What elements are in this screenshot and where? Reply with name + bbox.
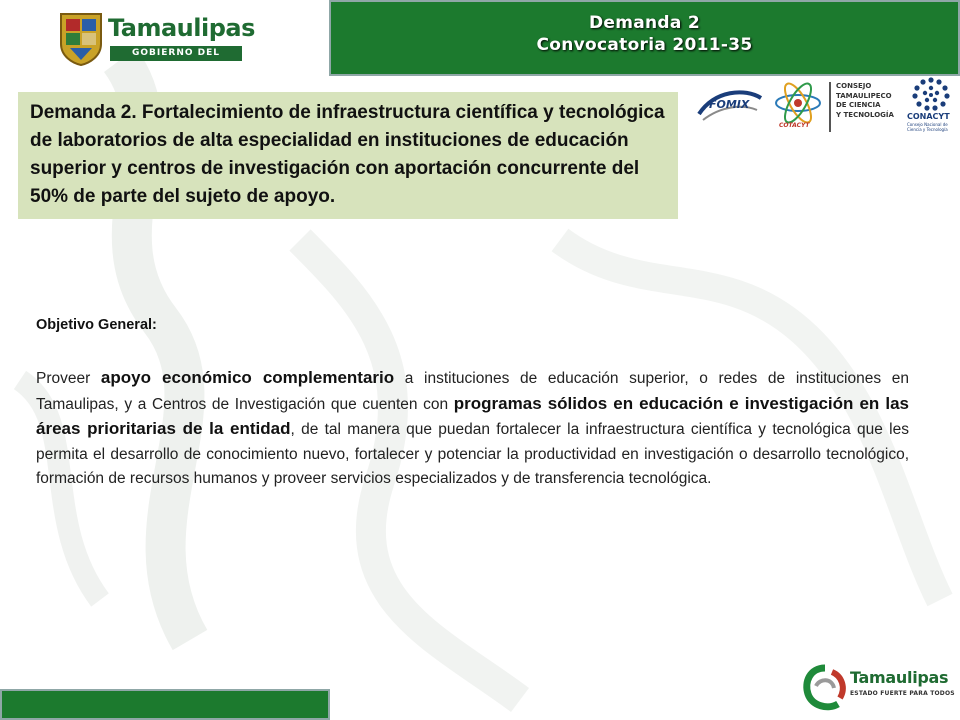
consejo-line: DE CIENCIA — [836, 101, 881, 110]
objective-highlight: apoyo económico complementario — [100, 368, 395, 387]
tamaulipas-swirl-icon — [802, 664, 848, 712]
objective-text: a instituciones de educación superior, o redes de instituciones en Tamaulipas, y a Centros de Investigación que cuenten con — [36, 370, 909, 413]
sponsor-logos — [695, 76, 957, 134]
objective-text: , de tal manera que puedan fortalecer la infraestructura científica y tecnológica que les permita el desarrollo de conocimiento nuevo, fortalecer y potenciar la productividad en investigación o desarrollo tecnológico, formación de recursos humanos y proveer servicios especializados y de transferencia tecnológica. — [36, 421, 909, 487]
header-line-2: Convocatoria 2011-35 — [536, 35, 753, 55]
consejo-line: CONSEJO — [836, 82, 872, 90]
coat-of-arms-icon — [58, 12, 104, 66]
logo-name: Tamaulipas — [108, 14, 255, 42]
demand-title: Demanda 2. Fortalecimiento de infraestructura científica y tecnológica de laboratorios de alta especialidad en instituciones de educación superior y centros de investigación con aportación concurrente del 50% de parte del sujeto de apoyo. — [18, 92, 678, 219]
footer-tamaulipas-logo — [802, 664, 955, 714]
cotacyt-logo — [771, 82, 825, 132]
objective-text: Proveer — [36, 370, 101, 387]
objective-heading: Objetivo General: — [36, 317, 157, 333]
logo-subtitle: GOBIERNO DEL ESTADO — [110, 46, 242, 61]
conacyt-label: CONACYT — [907, 112, 950, 121]
header-banner — [329, 0, 960, 76]
fomix-logo — [695, 84, 765, 128]
cotacyt-atom-icon — [771, 82, 825, 124]
conacyt-logo — [905, 76, 957, 134]
consejo-line: TAMAULIPECO — [836, 91, 892, 100]
cotacyt-label: COTACYT — [779, 122, 810, 129]
footer-bar — [0, 689, 330, 720]
objective-body — [36, 366, 909, 492]
footer-logo-tagline: ESTADO FUERTE PARA TODOS — [850, 690, 955, 697]
tamaulipas-government-logo — [58, 12, 255, 73]
conacyt-sublabel: Consejo Nacional de Ciencia y Tecnología — [907, 122, 948, 132]
conacyt-dots-icon — [905, 76, 957, 112]
consejo-line: Y TECNOLOGÍA — [836, 110, 894, 119]
consejo-tamaulipeco-logo — [829, 82, 903, 132]
objective-highlight: programas sólidos en educación e investigación en las áreas prioritarias de la entidad — [36, 393, 909, 438]
header-line-1: Demanda 2 — [588, 13, 701, 33]
footer-logo-name: Tamaulipas — [850, 668, 949, 687]
fomix-label: FOMIX — [709, 98, 750, 111]
